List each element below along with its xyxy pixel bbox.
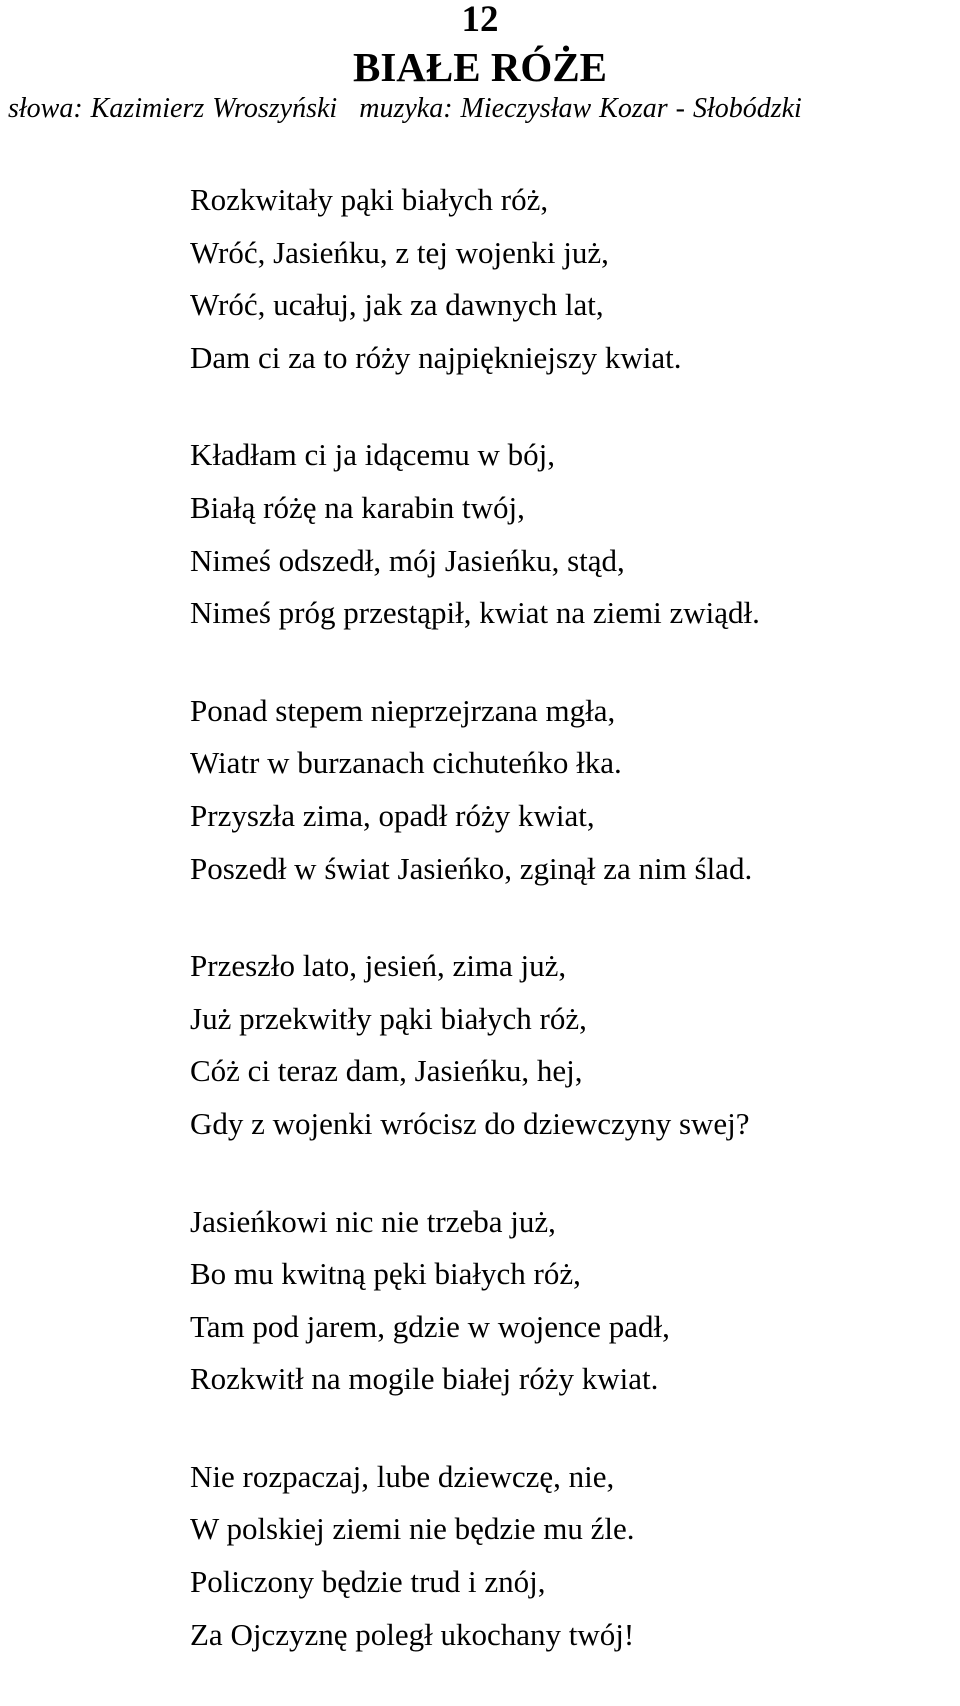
verse-5 — [190, 1196, 950, 1406]
verse-line: Nimeś próg przestąpił, kwiat na ziemi zwiądł. — [190, 595, 760, 631]
verse-line: Dam ci za to róży najpiękniejszy kwiat. — [190, 339, 682, 375]
lyrics — [190, 174, 950, 1706]
song-number: 12 — [461, 0, 499, 40]
verse-line: Jasieńkowi nic nie trzeba już, — [190, 1203, 556, 1239]
verse-3 — [190, 685, 950, 895]
verse-1 — [190, 174, 950, 384]
verse-line: Wróć, Jasieńku, z tej wojenki już, — [190, 234, 609, 270]
lyrics-credit: słowa: Kazimierz Wroszyński — [8, 93, 338, 124]
verse-line: Kładłam ci ja idącemu w bój, — [190, 437, 555, 473]
song-credits — [8, 92, 958, 126]
verse-line: Nimeś odszedł, mój Jasieńku, stąd, — [190, 542, 625, 578]
verse-line: Już przekwitły pąki białych róż, — [190, 1000, 587, 1036]
verse-line: Nie rozpaczaj, lube dziewczę, nie, — [190, 1458, 615, 1494]
verse-line: Za Ojczyznę poległ ukochany twój! — [190, 1616, 635, 1652]
music-credit: muzyka: Mieczysław Kozar - Słobódzki — [359, 93, 802, 124]
song-title: BIAŁE RÓŻE — [352, 44, 608, 90]
verse-line: Rozkwitały pąki białych róż, — [190, 182, 549, 217]
verse-line: Tam pod jarem, gdzie w wojence padł, — [190, 1308, 670, 1344]
verse-line: Ponad stepem nieprzejrzana mgła, — [190, 692, 616, 728]
verse-line: Rozkwitł na mogile białej róży kwiat. — [190, 1361, 659, 1397]
verse-2 — [190, 429, 950, 639]
verse-line: Policzony będzie trud i znój, — [190, 1564, 546, 1600]
verse-line: Przeszło lato, jesień, zima już, — [190, 948, 567, 984]
verse-4 — [190, 940, 950, 1150]
verse-line: Wróć, ucałuj, jak za dawnych lat, — [190, 287, 604, 323]
verse-line: Gdy z wojenki wrócisz do dziewczyny swej? — [190, 1105, 750, 1141]
verse-line: Cóż ci teraz dam, Jasieńku, hej, — [190, 1053, 583, 1089]
verse-line: Białą różę na karabin twój, — [190, 489, 525, 525]
verse-6 — [190, 1451, 950, 1661]
verse-line: Poszedł w świat Jasieńko, zginął za nim ślad. — [190, 850, 753, 886]
verse-line: Przyszła zima, opadł róży kwiat, — [190, 797, 595, 833]
verse-line: W polskiej ziemi nie będzie mu źle. — [190, 1511, 635, 1547]
verse-line: Wiatr w burzanach cichuteńko łka. — [190, 745, 622, 781]
verse-line: Bo mu kwitną pęki białych róż, — [190, 1256, 581, 1292]
